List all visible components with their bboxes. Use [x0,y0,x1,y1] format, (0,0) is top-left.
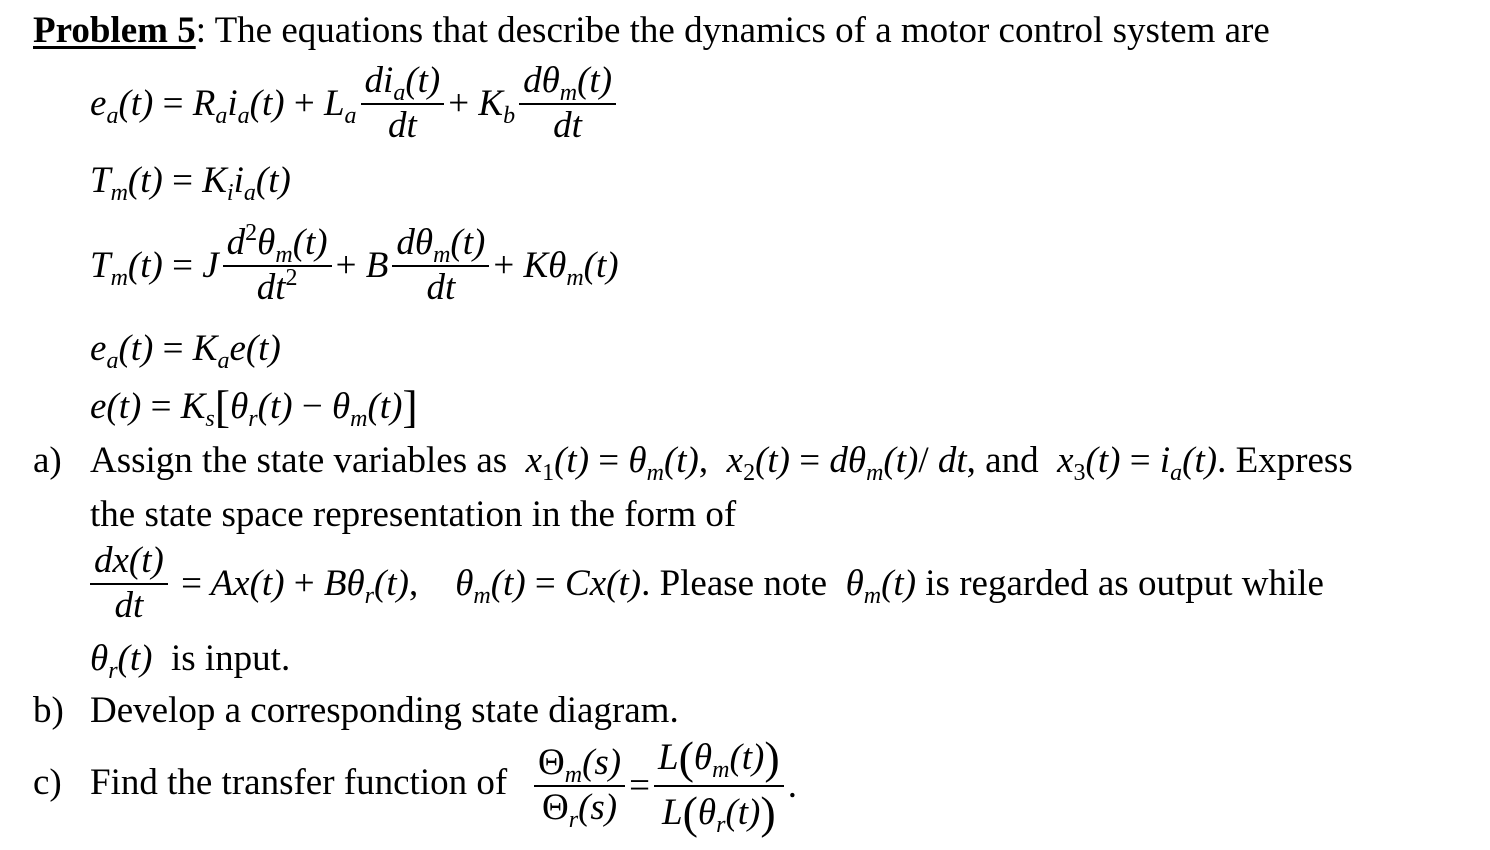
express-text: . Express [1217,440,1353,481]
equation-error: $e(t) = K_s[\theta_r(t) - \theta_m(t)]$ [90,381,418,432]
input-text: is input. [170,638,291,679]
state-var-x2: $x_2(t) = d\theta_m(t)/$ dt [717,440,967,486]
note-text: . Please note [641,563,828,605]
problem-intro: : The equations that describe the dynamics of a motor control system are [195,10,1270,51]
transfer-function-formula: $\frac{\Theta_m(s)}{\Theta_r(s)}$ = $\frac{L(\theta_m(t))}{L(\theta_r(t))}$ . [530,732,797,840]
problem-header [33,12,1270,49]
problem-title: Problem 5 [33,10,196,51]
part-c-text: Find the transfer function of [90,762,508,803]
equation-motor-torque: $T_m(t) = K_ii_a(t)$ [90,160,291,206]
equation-armature-voltage: $e_a(t) = R_ai_a(t) + L_a$ $\frac{di_a(t)}{dt}$ + $K_b$ $\frac{d\theta_m(t)}{dt}$ [90,60,620,147]
and-text: , and [966,440,1039,481]
state-var-x1: $x_1(t) = \theta_m(t)$, [516,440,709,486]
part-b-label: b) [33,690,64,731]
part-a-line2: the state space representation in the form of [90,494,737,535]
equation-amplifier: $e_a(t) = K_ae(t)$ [90,328,281,374]
part-a-label: a) [33,440,62,481]
state-space-equation: $\frac{dx(t)}{dt}$ = $Ax(t) + B\theta_r(t)$, $\theta_m(t) = Cx(t)$ . Please note $\theta_m(t)$ is regarded as output while [90,540,1324,627]
part-b-text: Develop a corresponding state diagram. [90,690,679,731]
part-a-text: Assign the state variables as [90,440,508,481]
state-var-x3: $x_3(t) = i_a(t)$ [1047,440,1218,486]
output-text: is regarded as output while [925,563,1324,605]
input-line: $\theta_r(t)$ is input. [90,638,291,684]
part-a-line1 [90,440,1353,486]
part-c-label: c) [33,762,62,803]
equation-torque-dynamics: $T_m(t) = J$ $\frac{d^2\theta_m(t)}{dt^2}$ + B $\frac{d\theta_m(t)}{dt}$ + $K\theta_m(t)$ [90,220,619,308]
